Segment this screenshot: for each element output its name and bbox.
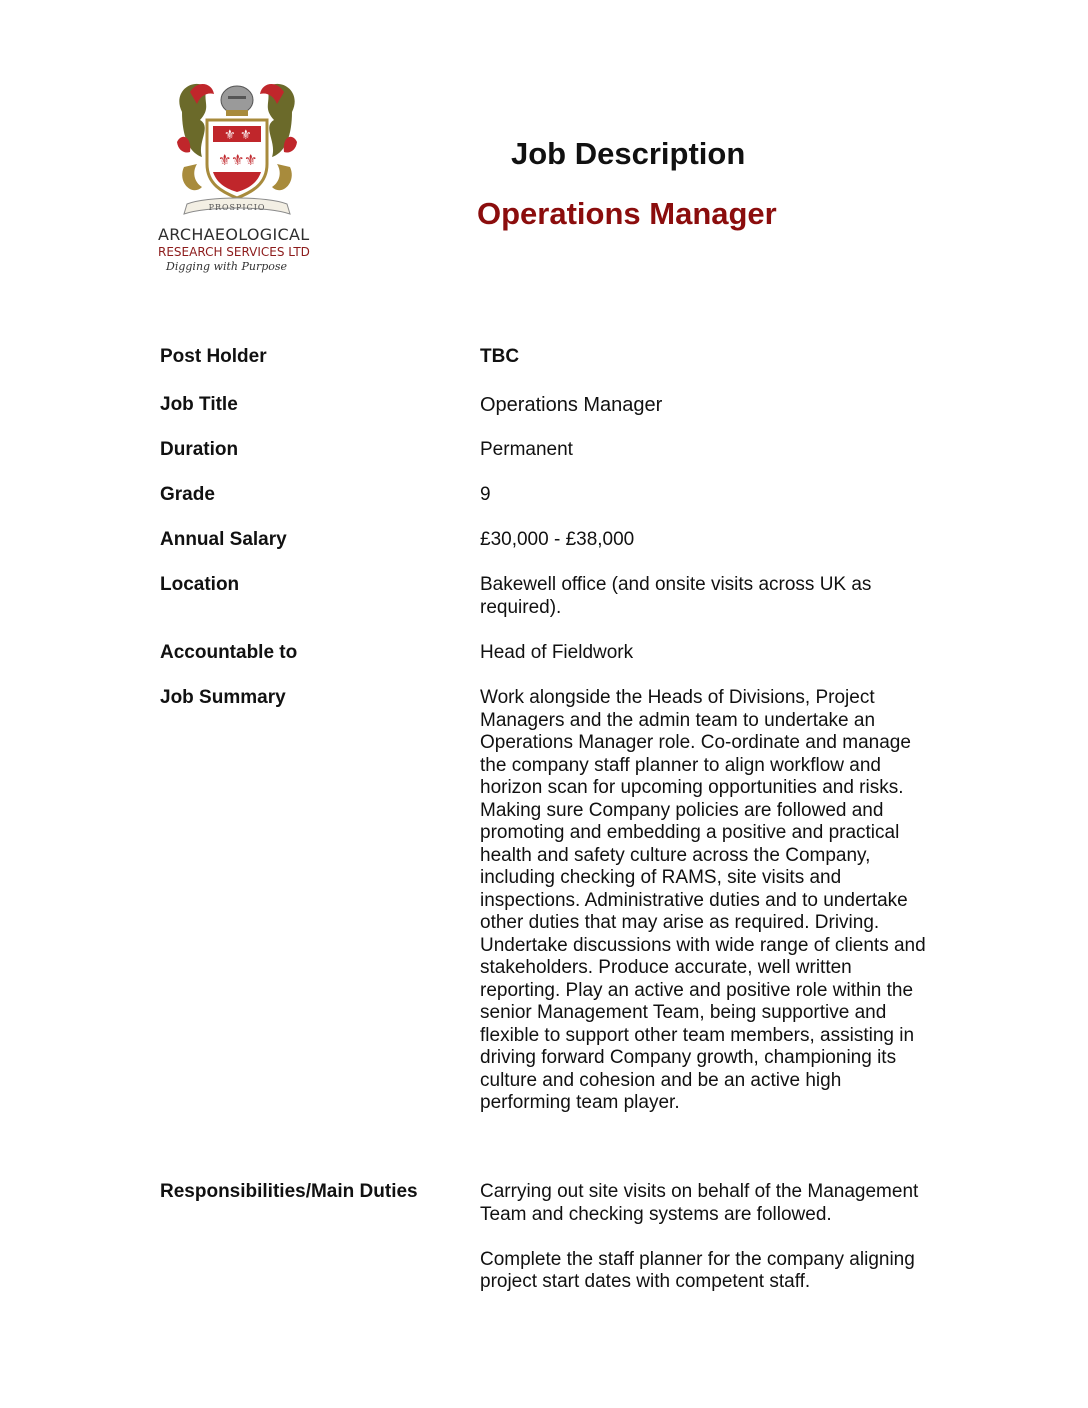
field-label: Duration [160,439,239,460]
svg-text:⚜: ⚜ [240,128,252,143]
svg-text:PROSPICIO: PROSPICIO [208,203,266,212]
job-title-heading: Operations Manager [477,196,777,231]
company-subname: RESEARCH SERVICES LTD [158,245,310,259]
field-value: Operations Manager [480,394,663,416]
company-logo [158,72,328,274]
field-value: Permanent [480,439,573,460]
field-label: Job Summary [160,687,286,708]
field-label: Post Holder [160,346,267,367]
field-label: Responsibilities/Main Duties [160,1181,418,1202]
field-label: Annual Salary [160,529,287,550]
list-item: Carrying out site visits on behalf of the Management Team and checking systems are followed. [480,1181,919,1225]
field-value: £30,000 - £38,000 [480,529,635,550]
field-value: Head of Fieldwork [480,642,634,663]
field-value: 9 [480,484,491,505]
list-item: Complete the staff planner for the company aligning project start dates with competent staff. [480,1248,915,1292]
company-name: ARCHAEOLOGICAL [158,225,310,244]
field-value: Work alongside the Heads of Divisions, Project Managers and the admin team to undertake an Operations Manager role. Co-ordinate and manage the company staff planner to align workflow and horizon scan for upcoming opportunities and risks. Making sure Company policies are followed and promoting and embedding a positive and practical health and safety culture across the Company, including checking of RAMS, site visits and inspections. Administrative duties and to undertake other duties that may arise as required. Driving. Undertake discussions with wide range of clients and stakeholders. Produce accurate, well written reporting. Play an active and positive role within the senior Management Team, being supportive and flexible to support other team members, assisting in driving forward Company growth, championing its culture and cohesion and be an active high performing team player. [480,687,926,1113]
svg-text:⚜: ⚜ [224,128,236,143]
field-label: Job Title [160,394,238,415]
svg-text:⚜: ⚜ [244,151,258,169]
company-tagline: Digging with Purpose [166,260,288,273]
field-label: Grade [160,484,215,505]
field-value: TBC [480,346,520,367]
page-title: Job Description [511,136,746,171]
coat-of-arms-icon [172,72,302,222]
svg-text:⚜: ⚜ [218,151,232,169]
svg-text:⚜: ⚜ [231,151,245,169]
field-value: Bakewell office (and onsite visits across UK as required). [480,574,872,618]
field-label: Location [160,574,240,595]
field-label: Accountable to [160,642,298,663]
responsibilities-list [480,1181,930,1316]
